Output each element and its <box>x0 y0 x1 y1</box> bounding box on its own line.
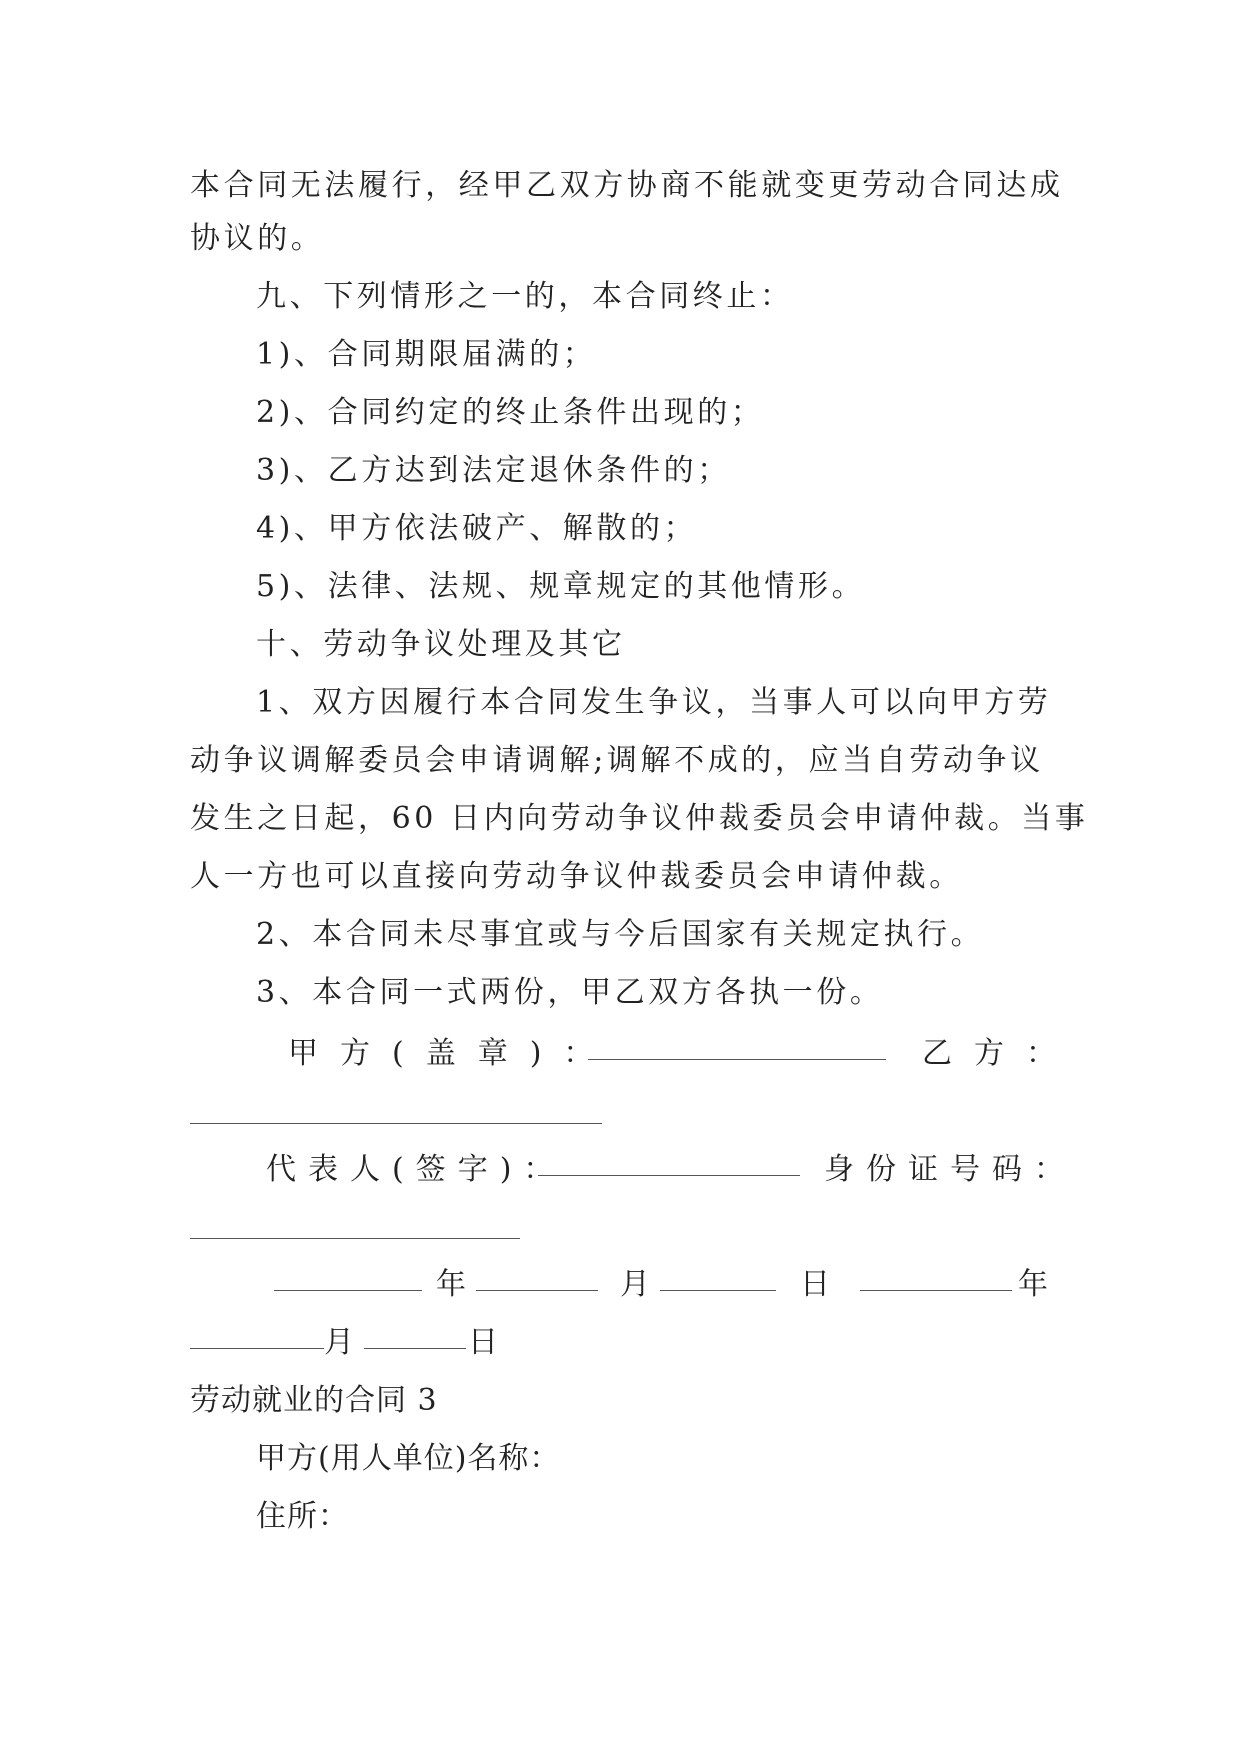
year-label: 年 <box>436 1267 466 1302</box>
party-a-label: 甲方(盖章)： <box>288 1036 616 1071</box>
day-blank <box>660 1260 776 1291</box>
party-b-blank <box>190 1122 602 1124</box>
section-10-title: 十、劳动争议处理及其它 <box>256 627 626 662</box>
signature-row-representative <box>190 1145 1076 1195</box>
paragraph-line: 本合同无法履行，经甲乙双方协商不能就变更劳动合同达成 <box>190 168 1064 203</box>
party-b-label: 乙方： <box>922 1036 1078 1071</box>
contract-title: 劳动就业的合同 3 <box>190 1383 438 1418</box>
party-a-blank <box>588 1029 886 1060</box>
list-item: 3、本合同一式两份，甲乙双方各执一份。 <box>256 975 884 1010</box>
day-label: 日 <box>800 1267 830 1302</box>
list-item: 5)、法律、法规、规章规定的其他情形。 <box>256 569 866 604</box>
list-item: 3)、乙方达到法定退休条件的； <box>256 453 731 488</box>
paragraph-line: 协议的。 <box>190 221 325 256</box>
list-item: 1)、合同期限届满的； <box>256 337 597 372</box>
year-blank <box>274 1260 422 1291</box>
day-label-b: 日 <box>468 1325 498 1360</box>
year-blank-b <box>860 1260 1012 1291</box>
month-label-b: 月 <box>324 1325 354 1360</box>
year-label-b: 年 <box>1018 1267 1048 1302</box>
month-label: 月 <box>620 1267 650 1302</box>
section-9-title: 九、下列情形之一的，本合同终止： <box>256 279 794 314</box>
id-number-blank <box>190 1237 520 1239</box>
paragraph-line: 1、双方因履行本合同发生争议，当事人可以向甲方劳 <box>256 685 1052 720</box>
list-item: 2、本合同未尽事宜或与今后国家有关规定执行。 <box>256 917 985 952</box>
representative-blank <box>538 1145 800 1176</box>
list-item: 4)、甲方依法破产、解散的； <box>256 511 698 546</box>
month-blank <box>476 1260 598 1291</box>
signature-row-date <box>190 1260 1050 1310</box>
day-blank-b <box>364 1318 466 1349</box>
paragraph-line: 动争议调解委员会申请调解;调解不成的，应当自劳动争议 <box>190 743 1044 778</box>
paragraph-line: 发生之日起，60 日内向劳动争议仲裁委员会申请仲裁。当事 <box>190 801 1089 836</box>
paragraph-line: 人一方也可以直接向劳动争议仲裁委员会申请仲裁。 <box>190 859 963 894</box>
month-blank-b <box>190 1318 324 1349</box>
party-a-name-label: 甲方(用人单位)名称： <box>256 1441 561 1476</box>
id-number-label: 身份证号码： <box>824 1152 1076 1187</box>
signature-row-parties <box>190 1029 1078 1079</box>
signature-row-date-cont <box>190 1318 1050 1368</box>
list-item: 2)、合同约定的终止条件出现的； <box>256 395 765 430</box>
representative-label: 代表人(签字)： <box>266 1152 566 1187</box>
address-label: 住所： <box>256 1499 349 1534</box>
